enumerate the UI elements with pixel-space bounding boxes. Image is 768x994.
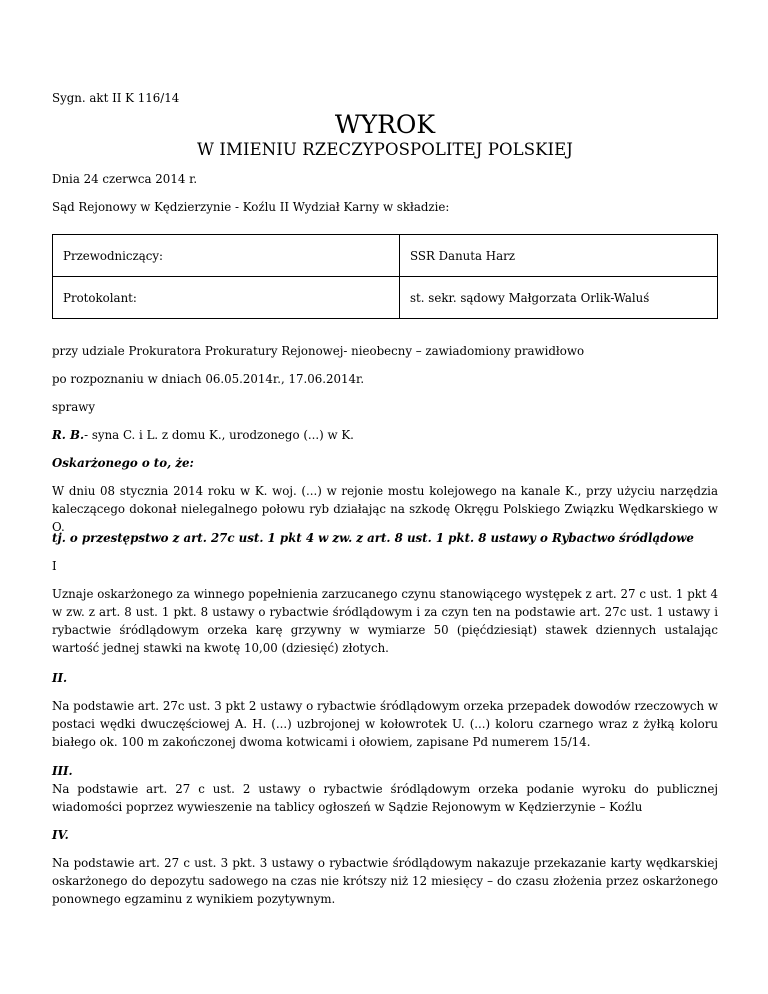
role-cell: Protokolant: <box>53 277 400 319</box>
defendant-details: - syna C. i L. z domu K., urodzonego (...) w K. <box>84 428 354 442</box>
prosecutor-line: przy udziale Prokuratora Prokuratury Rejonowej- nieobecny – zawiadomiony prawidłowo <box>52 344 585 358</box>
hearing-dates: po rozpoznaniu w dniach 06.05.2014r., 17.06.2014r. <box>52 372 365 386</box>
section-text: Na podstawie art. 27c ust. 3 pkt 2 ustawy o rybactwie śródlądowym orzeka przepadek dowodów rzeczowych w postaci wędki dwuczęściowej A. H. (...) uzbrojonej w kołowrotek U. (...) koloru czarnego wraz z żyłką koloru białego ok. 100 m zakończonej dwoma kotwicami i ołowiem, zapisane Pd numerem 15/14. <box>52 699 718 749</box>
legal-qualification: tj. o przestępstwo z art. 27c ust. 1 pkt 4 w zw. z art. 8 ust. 1 pkt. 8 ustawy o Rybactwo śródlądowe <box>52 531 694 545</box>
defendant-name: R. B. <box>52 428 85 442</box>
person-cell: SSR Danuta Harz <box>400 235 718 277</box>
section-text: Na podstawie art. 27 c ust. 3 pkt. 3 ustawy o rybactwie śródlądowym nakazuje przekazanie karty wędkarskiej oskarżonego do depozytu sadowego na czas nie krótszy niż 12 miesięcy – do czasu złożenia przez oskarżonego ponownego egzaminu z wynikiem pozytywnym. <box>52 856 718 906</box>
table-row <box>53 277 718 319</box>
role-cell: Przewodniczący: <box>53 235 400 277</box>
document-subtitle: W IMIENIU RZECZYPOSPOLITEJ POLSKIEJ <box>196 140 574 159</box>
section-numeral: II. <box>52 671 68 685</box>
judgment-date: Dnia 24 czerwca 2014 r. <box>52 172 198 186</box>
person-cell: st. sekr. sądowy Małgorzata Orlik-Waluś <box>400 277 718 319</box>
defendant-line <box>52 426 718 444</box>
accusation-text: W dniu 08 stycznia 2014 roku w K. woj. (...) w rejonie mostu kolejowego na kanale K., przy użyciu narzędzia kaleczącego dokonał nielegalnego połowu ryb działając na szkodę Okręgu Polskiego Związku Wędkarskiego w O. <box>52 484 718 534</box>
document-title: WYROK <box>334 110 436 139</box>
section-text: Na podstawie art. 27 c ust. 2 ustawy o rybactwie śródlądowym orzeka podanie wyroku do publicznej wiadomości poprzez wywieszenie na tablicy ogłoszeń w Sądzie Rejonowym w Kędzierzynie – Koźlu <box>52 782 718 814</box>
section-text: Uznaje oskarżonego za winnego popełnienia zarzucanego czynu stanowiącego występek z art. 27 c ust. 1 pkt 4 w zw. z art. 8 ust. 1 pkt. 8 ustawy o rybactwie śródlądowym i za czyn ten na podstawie art. 27c ust. 1 ustawy i rybactwie śródlądowym orzeka karę grzywny w wymiarze 50 (pięćdziesiąt) stawek dziennych ustalając wartość jednej stawki na kwotę 10,00 (dziesięć) złotych. <box>52 587 718 655</box>
accused-heading: Oskarżonego o to, że: <box>52 456 194 470</box>
case-signature: Sygn. akt II K 116/14 <box>52 91 180 105</box>
court-composition-table <box>52 234 718 319</box>
section-numeral: IV. <box>52 828 69 842</box>
section-numeral: III. <box>52 764 73 778</box>
court-line: Sąd Rejonowy w Kędzierzynie - Koźlu II Wydział Karny w składzie: <box>52 200 450 214</box>
table-row <box>53 235 718 277</box>
case-word: sprawy <box>52 400 96 414</box>
section-numeral: I <box>52 559 57 573</box>
